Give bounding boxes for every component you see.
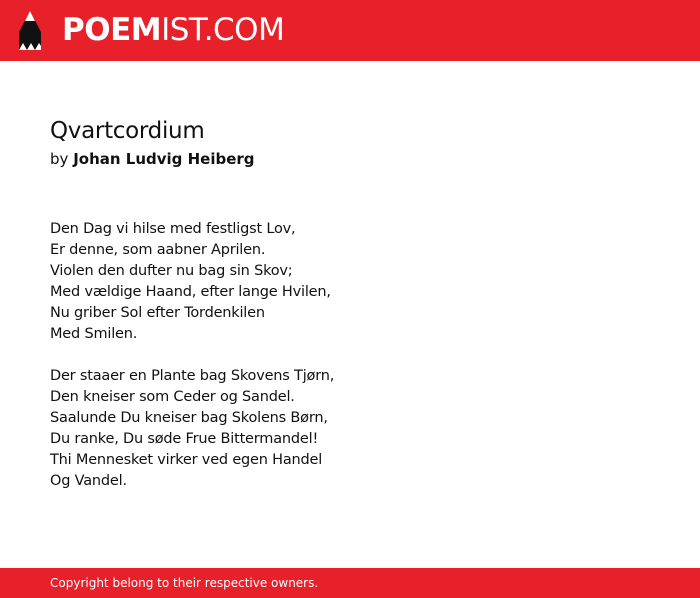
site-logo-link[interactable] [62,12,284,48]
stanza-1 [50,219,334,345]
poem-line: Violen den dufter nu bag sin Skov; [50,263,293,279]
poem-line: Den Dag vi hilse med festligst Lov, [50,221,296,237]
poem-line: Du ranke, Du søde Frue Bittermandel! [50,431,319,447]
poem-line: Saalunde Du kneiser bag Skolens Børn, [50,410,328,426]
by-label: by [50,150,69,168]
copyright-text: Copyright belong to their respective owners. [50,576,319,590]
brand-bold: POEM [62,12,162,48]
poem-title: Qvartcordium [50,118,205,144]
poem-line: Den kneiser som Ceder og Sandel. [50,389,295,405]
author-name: Johan Ludvig Heiberg [73,150,255,168]
poem-line: Er denne, som aabner Aprilen. [50,242,266,258]
poem-body [50,219,334,492]
pencil-icon[interactable] [17,10,43,52]
poem-line: Med Smilen. [50,326,138,342]
site-header [0,0,700,61]
poem-byline [50,149,255,169]
stanza-2 [50,366,334,492]
poem-line: Med vældige Haand, efter lange Hvilen, [50,284,331,300]
brand-light: IST.COM [161,12,285,48]
poem-line: Og Vandel. [50,473,127,489]
poem-line: Thi Mennesket virker ved egen Handel [50,452,323,468]
poem-line: Nu griber Sol efter Tordenkilen [50,305,265,321]
poem-line: Der staaer en Plante bag Skovens Tjørn, [50,368,335,384]
site-footer [0,568,700,598]
